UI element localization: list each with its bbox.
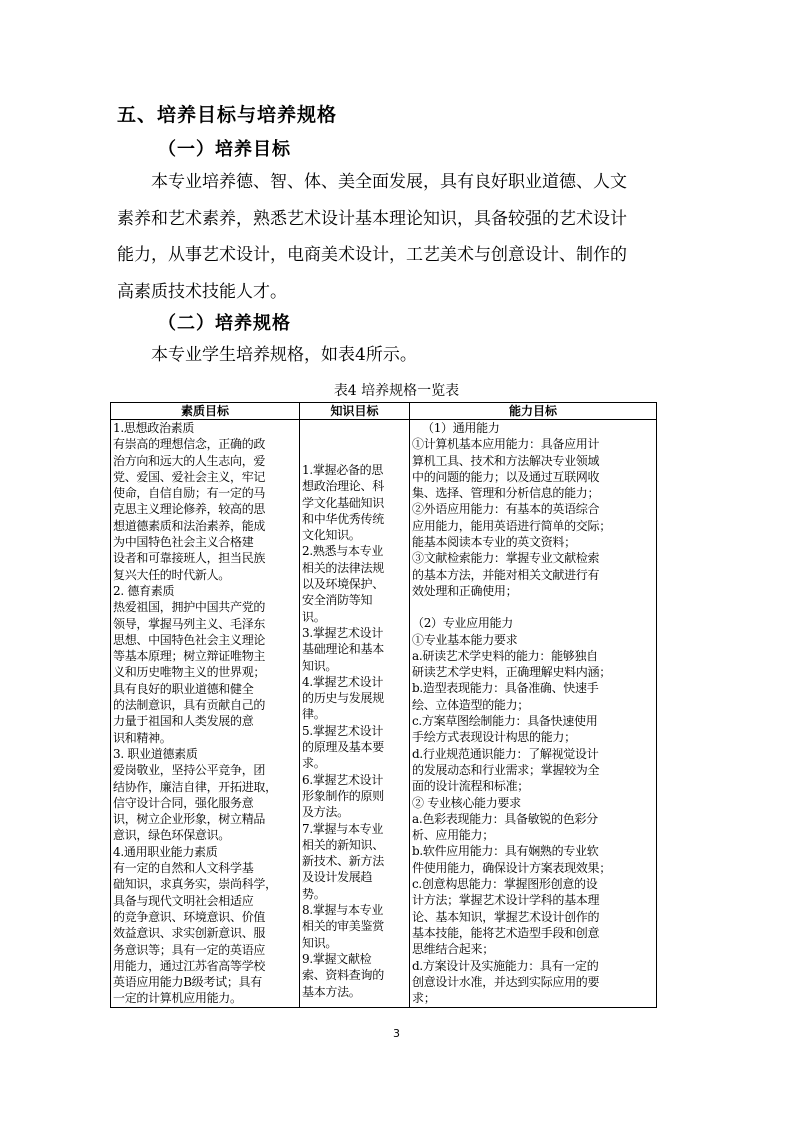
quality-goal-line: 有崇高的理想信念，正确的政 bbox=[113, 437, 266, 452]
quality-goal-line: 热爱祖国，拥护中国共产党的 bbox=[113, 600, 266, 615]
quality-goal-line: 用能力，通过江苏省高等学校 bbox=[113, 958, 266, 973]
quality-goal-line: 英语应用能力B级考试；具有 bbox=[113, 975, 262, 990]
quality-goal-line: 的法制意识，具有贡献自己的 bbox=[113, 698, 266, 713]
knowledge-goal-line: 索、资料查询的 bbox=[302, 968, 384, 983]
ability-goal-line: 的发展动态和行业需求；掌握较为全 bbox=[412, 762, 600, 777]
paragraph-line: 能力，从事艺术设计，电商美术设计，工艺美术与创意设计、制作的 bbox=[117, 245, 627, 265]
ability-goal-line: 应用能力，能用英语进行简单的交际； bbox=[412, 518, 611, 533]
knowledge-goal-line: 知识。 bbox=[302, 935, 338, 950]
header-ability-goals: 能力目标 bbox=[410, 403, 657, 420]
knowledge-goal-line: 形象制作的原则 bbox=[302, 788, 384, 803]
spacer bbox=[412, 599, 654, 615]
ability-goals-cell bbox=[410, 420, 657, 1008]
knowledge-goal-line: 求。 bbox=[302, 756, 326, 771]
quality-goal-line: 具备与现代文明社会相适应 bbox=[113, 893, 254, 908]
knowledge-goal-line: 及设计发展趋 bbox=[302, 870, 373, 885]
ability-goal-line: c.方案草图绘制能力：具备快速使用 bbox=[412, 714, 598, 729]
quality-goal-line: 有一定的自然和人文科学基 bbox=[113, 861, 254, 876]
quality-goal-line: 想道德素质和法治素养，能成 bbox=[113, 518, 266, 533]
ability-goal-line: a.色彩表现能力：具备敏锐的色彩分 bbox=[412, 811, 598, 826]
ability-goal-line: 手绘方式表现设计构思的能力； bbox=[412, 730, 576, 745]
quality-goal-line: 思想、中国特色社会主义理论 bbox=[113, 632, 266, 647]
quality-goal-line: 领导，掌握马列主义、毛泽东 bbox=[113, 616, 266, 631]
knowledge-goal-line: 9.掌握文献检 bbox=[302, 951, 372, 966]
quality-goal-line: 具有良好的职业道德和健全 bbox=[113, 681, 254, 696]
knowledge-goal-line: 以及环境保护、 bbox=[302, 577, 384, 592]
knowledge-goal-line: 相关的审美鉴赏 bbox=[302, 919, 384, 934]
ability-goal-line: b.软件应用能力：具有娴熟的专业软 bbox=[412, 844, 599, 859]
quality-goal-line: 使命，自信自励；有一定的马 bbox=[113, 486, 266, 501]
knowledge-goal-line: 基础理论和基本 bbox=[302, 642, 384, 657]
knowledge-goal-line: 3.掌握艺术设计 bbox=[302, 625, 384, 640]
specs-intro-paragraph: 本专业学生培养规格，如表4所示。 bbox=[117, 345, 417, 365]
quality-goal-line: 务意识等；具有一定的英语应 bbox=[113, 942, 266, 957]
knowledge-goal-line: 6.掌握艺术设计 bbox=[302, 772, 384, 787]
knowledge-goal-line: 的原理及基本要 bbox=[302, 740, 384, 755]
quality-goals-cell bbox=[111, 420, 300, 1008]
ability-goal-line: d.行业规范通识能力：了解视觉设计 bbox=[412, 746, 599, 761]
subsection-title-specs: （二）培养规格 bbox=[158, 313, 291, 334]
ability-goal-line: 析、应用能力； bbox=[412, 828, 494, 843]
knowledge-goal-line: 7.掌握与本专业 bbox=[302, 821, 384, 836]
ability-goal-line: a.研读艺术学史料的能力：能够独自 bbox=[412, 648, 598, 663]
quality-goal-line: 2. 德育素质 bbox=[113, 583, 175, 598]
knowledge-goal-line: 知识。 bbox=[302, 658, 338, 673]
ability-goal-line: ③文献检索能力：掌握专业文献检索 bbox=[412, 551, 600, 566]
ability-goal-line: c.创意构思能力：掌握图形创意的设 bbox=[412, 877, 598, 892]
ability-goal-line: 基本技能，能将艺术造型手段和创意 bbox=[412, 925, 600, 940]
knowledge-goals-cell bbox=[300, 420, 410, 1008]
quality-goal-line: 识，树立企业形象，树立精品 bbox=[113, 812, 266, 827]
knowledge-goal-line: 势。 bbox=[302, 886, 326, 901]
knowledge-goal-line: 及方法。 bbox=[302, 805, 349, 820]
quality-goal-line: 克思主义理论修养，较高的思 bbox=[113, 502, 266, 517]
ability-group-heading: （1）通用能力 bbox=[422, 421, 500, 435]
knowledge-goal-line: 新技术、新方法 bbox=[302, 854, 384, 869]
quality-goal-line: 结协作，廉洁自律，开拓进取， bbox=[113, 779, 277, 794]
ability-goal-line: ②外语应用能力：有基本的英语综合 bbox=[412, 502, 600, 517]
ability-goal-line: ①计算机基本应用能力：具备应用计 bbox=[412, 437, 600, 452]
ability-goal-line: 能基本阅读本专业的英文资料； bbox=[412, 535, 576, 550]
quality-goal-line: 为中国特色社会主义合格建 bbox=[113, 535, 254, 550]
knowledge-goal-line: 5.掌握艺术设计 bbox=[302, 723, 384, 738]
knowledge-goal-line: 和中华优秀传统 bbox=[302, 511, 384, 526]
ability-goal-line: ② 专业核心能力要求 bbox=[412, 795, 521, 810]
ability-goal-line: 绘、立体造型的能力； bbox=[412, 697, 530, 712]
quality-goal-line: 义和历史唯物主义的世界观； bbox=[113, 665, 266, 680]
knowledge-goal-line: 相关的法律法规 bbox=[302, 560, 384, 575]
quality-goal-line: 础知识，求真务实，崇尚科学， bbox=[113, 877, 277, 892]
quality-goal-line: 的竞争意识、环境意识、价值 bbox=[113, 909, 266, 924]
ability-goal-line: b.造型表现能力：具备准确、快速手 bbox=[412, 681, 599, 696]
ability-goal-line: 论、基本知识，掌握艺术设计创作的 bbox=[412, 909, 600, 924]
ability-goal-line: 面的设计流程和标准； bbox=[412, 779, 530, 794]
ability-goal-line: d.方案设计及实施能力：具有一定的 bbox=[412, 958, 599, 973]
quality-goal-line: 一定的计算机应用能力。 bbox=[113, 991, 242, 1006]
ability-goal-line: 算机工具、技术和方法解决专业领域 bbox=[412, 453, 600, 468]
ability-goal-line: ①专业基本能力要求 bbox=[412, 632, 518, 647]
quality-goal-line: 4.通用职业能力素质 bbox=[113, 844, 218, 859]
ability-goal-line: 创意设计水准，并达到实际应用的要 bbox=[412, 974, 600, 989]
ability-goal-line: 的基本方法，并能对相关文献进行有 bbox=[412, 567, 600, 582]
paragraph-line: 高素质技术技能人才。 bbox=[117, 281, 287, 302]
quality-goal-line: 复兴大任的时代新人。 bbox=[113, 567, 231, 582]
knowledge-goal-line: 1.掌握必备的思 bbox=[302, 463, 384, 477]
knowledge-goal-line: 想政治理论、科 bbox=[302, 479, 384, 494]
ability-goal-line: 效处理和正确使用； bbox=[412, 583, 518, 598]
ability-goal-line: 研读艺术学史料，正确理解史料内涵； bbox=[412, 665, 611, 680]
ability-goal-line: （2）专业应用能力 bbox=[412, 616, 513, 631]
ability-goal-line: 集、选择、管理和分析信息的能力； bbox=[412, 486, 600, 501]
table-row bbox=[111, 420, 657, 1008]
page-number: 3 bbox=[393, 1027, 400, 1040]
section-title: 五、培养目标与培养规格 bbox=[117, 104, 338, 126]
quality-goal-line: 爱岗敬业，坚持公平竞争，团 bbox=[113, 763, 266, 778]
knowledge-goal-line: 的历史与发展规 bbox=[302, 691, 384, 706]
table-caption: 表4 培养规格一览表 bbox=[333, 383, 460, 399]
quality-goal-line: 3. 职业道德素质 bbox=[113, 746, 198, 761]
quality-goal-line: 治方向和远大的人生志向，爱 bbox=[113, 453, 266, 468]
knowledge-goal-line: 基本方法。 bbox=[302, 984, 361, 999]
knowledge-goal-line: 4.掌握艺术设计 bbox=[302, 674, 384, 689]
ability-goal-line: 求； bbox=[412, 991, 436, 1006]
goals-paragraph bbox=[117, 164, 677, 310]
quality-goal-line: 识和精神。 bbox=[113, 730, 172, 745]
quality-goal-line: 1.思想政治素质 bbox=[113, 421, 195, 435]
ability-goal-line: 中的问题的能力；以及通过互联网收 bbox=[412, 469, 600, 484]
knowledge-goal-line: 2.熟悉与本专业 bbox=[302, 544, 384, 559]
header-quality-goals: 素质目标 bbox=[111, 403, 300, 420]
quality-goal-line: 意识，绿色环保意识。 bbox=[113, 828, 231, 843]
quality-goal-line: 设者和可靠接班人，担当民族 bbox=[113, 551, 266, 566]
quality-goal-line: 党、爱国、爱社会主义，牢记 bbox=[113, 469, 266, 484]
knowledge-goal-line: 8.掌握与本专业 bbox=[302, 903, 384, 918]
quality-goal-line: 信守设计合同，强化服务意 bbox=[113, 795, 254, 810]
knowledge-goal-line: 律。 bbox=[302, 707, 326, 722]
subsection-title-goals: （一）培养目标 bbox=[158, 139, 291, 160]
training-spec-table bbox=[110, 402, 657, 1008]
quality-goal-line: 力量于祖国和人类发展的意 bbox=[113, 714, 254, 729]
table-header-row bbox=[111, 403, 657, 420]
knowledge-goal-line: 学文化基础知识 bbox=[302, 495, 384, 510]
header-knowledge-goals: 知识目标 bbox=[300, 403, 410, 420]
knowledge-goal-line: 识。 bbox=[302, 609, 326, 624]
ability-goal-line: 计方法；掌握艺术设计学科的基本理 bbox=[412, 893, 600, 908]
knowledge-goal-line: 相关的新知识、 bbox=[302, 837, 384, 852]
paragraph-line: 本专业培养德、智、体、美全面发展，具有良好职业道德、人文 bbox=[117, 172, 627, 192]
knowledge-goal-line: 安全消防等知 bbox=[302, 593, 373, 608]
quality-goal-line: 效益意识、求实创新意识、服 bbox=[113, 926, 266, 941]
ability-goal-line: 件使用能力，确保设计方案表现效果； bbox=[412, 860, 611, 875]
paragraph-line: 素养和艺术素养，熟悉艺术设计基本理论知识，具备较强的艺术设计 bbox=[117, 208, 627, 229]
quality-goal-line: 等基本原理；树立辩证唯物主 bbox=[113, 649, 266, 664]
knowledge-goal-line: 文化知识。 bbox=[302, 528, 361, 543]
ability-goal-line: 思维结合起来； bbox=[412, 942, 494, 957]
